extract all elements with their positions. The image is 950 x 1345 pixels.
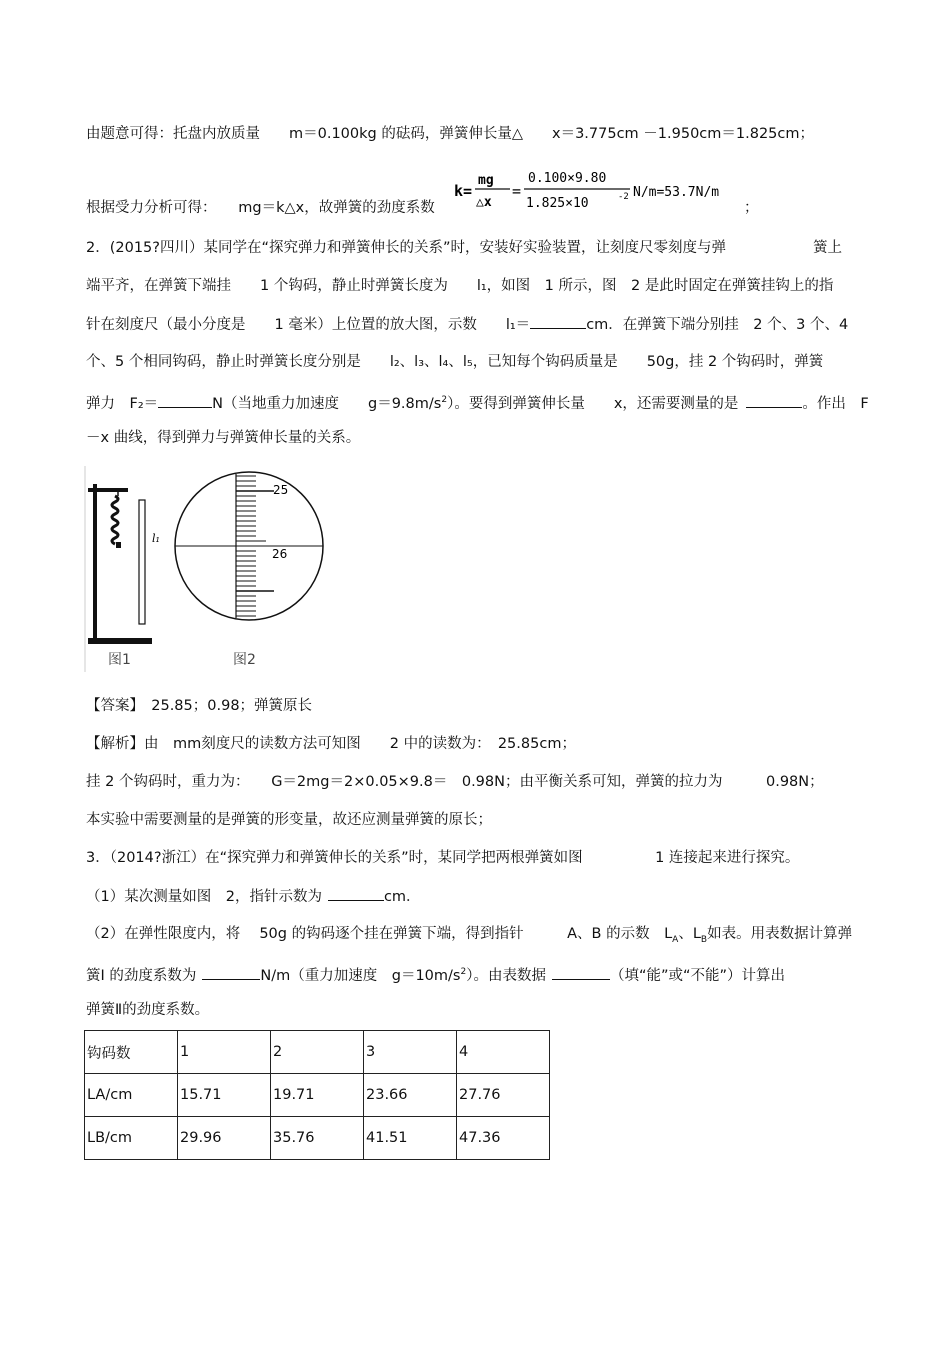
table-cell: LA/cm bbox=[85, 1074, 178, 1117]
q2-line-3-b: cm．在弹簧下端分别挂 2 个、3 个、4 bbox=[586, 317, 849, 333]
label-fig2: 图2 bbox=[233, 652, 256, 668]
formula-num2: 0.100×9.80 bbox=[528, 171, 607, 186]
q3-line-4-a: 簧Ⅰ 的劲度系数为 bbox=[86, 967, 197, 984]
table-cell: LB/cm bbox=[85, 1117, 178, 1160]
table-cell: 15.71 bbox=[178, 1074, 271, 1117]
q3-line-3-a: （2）在弹性限度内，将 50g 的钩码逐个挂在弹簧下端，得到指针 A、B 的示数 L bbox=[86, 926, 673, 942]
table-cell: 47.36 bbox=[457, 1117, 550, 1160]
table-cell: 27.76 bbox=[457, 1074, 550, 1117]
table-row bbox=[85, 1074, 550, 1117]
q2-line-5-a: 弹力 F₂＝ bbox=[86, 395, 159, 412]
q3-line-4-d: （填“能”或“不能”）计算出 bbox=[609, 967, 786, 984]
analysis-line-2: 挂 2 个钩码时，重力为： G＝2mg＝2×0.05×9.8＝ 0.98N；由平衡关系可知，弹簧的拉力为 0.98N； bbox=[86, 774, 824, 790]
figure-svg bbox=[84, 466, 324, 672]
analysis-line-1: 【解析】由 mm刻度尺的读数方法可知图 2 中的读数为： 25.85cm； bbox=[86, 736, 576, 752]
table-cell: 3 bbox=[364, 1031, 457, 1074]
semicolon: ； bbox=[744, 200, 759, 216]
q3-line-5: 弹簧Ⅱ的劲度系数。 bbox=[86, 1002, 210, 1018]
blank-k[interactable] bbox=[202, 965, 260, 980]
formula-rhs: N/m=53.7N/m bbox=[633, 185, 720, 200]
q3-line-4 bbox=[86, 962, 785, 986]
formula-svg bbox=[452, 168, 762, 214]
tick-label-25: 25 bbox=[273, 483, 289, 497]
q2-line-4: 个、5 个相同钩码，静止时弹簧长度分别是 l₂、l₃、l₄、l₅，已知每个钩码质量是 50g，挂 2 个钩码时，弹簧 bbox=[86, 354, 824, 370]
q3-line-3-c: 如表。用表数据计算弹 bbox=[707, 926, 853, 942]
given-line: 由题意可得：托盘内放质量 m＝0.100kg 的砝码，弹簧伸长量△ x＝3.775cm －1.950cm＝1.825cm； bbox=[86, 126, 815, 142]
sup-2: 2 bbox=[441, 395, 448, 405]
q3-line-3-b: 、L bbox=[678, 926, 701, 942]
formula-exp: -2 bbox=[618, 192, 629, 202]
formula-den1: △x bbox=[476, 195, 492, 210]
figure-spring-ruler bbox=[84, 466, 324, 672]
q3-line-3 bbox=[86, 924, 852, 950]
label-fig1: 图1 bbox=[108, 652, 131, 668]
table-cell: 35.76 bbox=[271, 1117, 364, 1160]
analysis-line-3: 本实验中需要测量的是弹簧的形变量，故还应测量弹簧的原长； bbox=[86, 812, 492, 828]
blank-measure[interactable] bbox=[746, 393, 802, 408]
formula-den2: 1.825×10 bbox=[526, 196, 589, 211]
q2-line-5 bbox=[86, 390, 869, 414]
q2-line-3 bbox=[86, 314, 848, 335]
table-cell: 4 bbox=[457, 1031, 550, 1074]
q2-line-1: 2．(2015?四川）某同学在“探究弹力和弹簧伸长的关系”时，安装好实验装置，让刻度尺零刻度与弹 簧上 bbox=[86, 240, 842, 256]
table-row bbox=[85, 1117, 550, 1160]
stand-arm bbox=[88, 488, 128, 492]
q3-line-4-b: N/m（重力加速度 g＝10m/s bbox=[260, 967, 461, 984]
sub-a: A bbox=[672, 934, 679, 945]
stand-base bbox=[88, 638, 152, 644]
table-cell: 19.71 bbox=[271, 1074, 364, 1117]
table-cell: 钩码数 bbox=[85, 1031, 178, 1074]
table-cell: 23.66 bbox=[364, 1074, 457, 1117]
label-l1: l₁ bbox=[152, 532, 160, 545]
q2-line-2: 端平齐，在弹簧下端挂 1 个钩码，静止时弹簧长度为 l₁，如图 1 所示，图 2 是此时固定在弹簧挂钩上的指 bbox=[86, 278, 834, 294]
weight bbox=[116, 542, 121, 548]
stand-pole bbox=[93, 484, 97, 639]
blank-pointer[interactable] bbox=[328, 886, 384, 901]
table-cell: 2 bbox=[271, 1031, 364, 1074]
answer-line: 【答案】 25.85；0.98；弹簧原长 bbox=[86, 698, 313, 714]
formula-lhs: k= bbox=[454, 182, 473, 200]
q2-line-6: －x 曲线，得到弹力与弹簧伸长量的关系。 bbox=[86, 430, 361, 446]
q3-line-2-a: （1）某次测量如图 2，指针示数为 bbox=[86, 889, 322, 905]
q2-line-5-d: 。作出 F bbox=[802, 395, 869, 412]
table-header-row bbox=[85, 1031, 550, 1074]
q2-line-5-c: ）。要得到弹簧伸长量 x，还需要测量的是 bbox=[447, 395, 739, 412]
table-cell: 29.96 bbox=[178, 1117, 271, 1160]
spring bbox=[112, 496, 118, 544]
q2-line-5-b: N（当地重力加速度 g＝9.8m/s bbox=[212, 395, 442, 412]
blank-can[interactable] bbox=[552, 965, 610, 980]
q3-line-4-c: ）。由表数据 bbox=[466, 967, 546, 984]
data-table bbox=[84, 1030, 550, 1160]
ruler bbox=[139, 500, 145, 624]
q2-line-3-a: 针在刻度尺（最小分度是 1 毫米）上位置的放大图，示数 l₁＝ bbox=[86, 317, 531, 333]
table-cell: 1 bbox=[178, 1031, 271, 1074]
q3-line-2 bbox=[86, 886, 421, 907]
tick-label-26: 26 bbox=[272, 547, 288, 561]
force-analysis-line: 根据受力分析可得： mg＝k△x，故弹簧的劲度系数 bbox=[86, 200, 435, 216]
q3-line-2-b: cm． bbox=[383, 889, 421, 905]
blank-f2[interactable] bbox=[158, 393, 212, 408]
formula-eq: = bbox=[512, 182, 522, 200]
q3-line-1: 3．（2014?浙江）在“探究弹力和弹簧伸长的关系”时，某同学把两根弹簧如图 1 连接起来进行探究。 bbox=[86, 850, 800, 866]
formula-num1: mg bbox=[478, 173, 494, 188]
table-cell: 41.51 bbox=[364, 1117, 457, 1160]
blank-l1[interactable] bbox=[530, 314, 586, 329]
sup-2b: 2 bbox=[460, 967, 467, 977]
sub-b: B bbox=[700, 934, 708, 945]
